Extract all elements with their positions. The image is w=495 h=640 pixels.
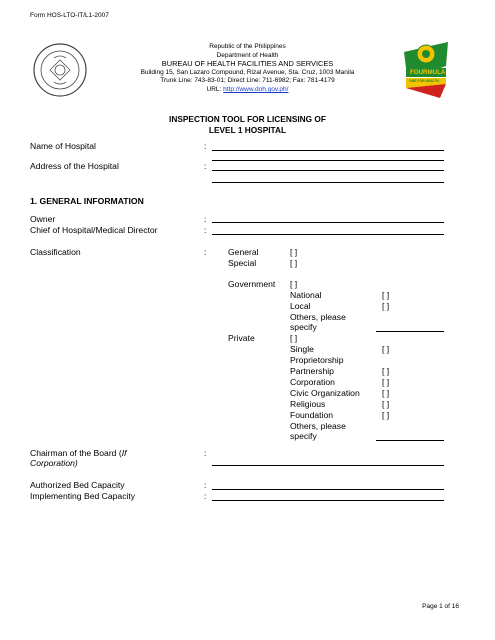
gov-specify-label: specify <box>290 322 317 332</box>
priv-specify-label: specify <box>290 431 317 441</box>
colon: : <box>204 448 207 458</box>
private-checkbox[interactable]: [ ] <box>290 333 298 343</box>
address-field-line-3[interactable] <box>212 182 444 183</box>
local-checkbox[interactable]: [ ] <box>382 301 390 311</box>
owner-field[interactable] <box>212 222 444 223</box>
title-line-1: INSPECTION TOOL FOR LICENSING OF <box>169 114 326 124</box>
fourmula-text: FOURMULA <box>410 69 446 76</box>
address-field-line-1[interactable] <box>212 160 444 161</box>
letterhead <box>100 43 395 95</box>
colon: : <box>204 214 207 224</box>
authorized-bed-field[interactable] <box>212 489 444 490</box>
form-number: Form HOS-LTO-IT/L1-2007 <box>30 12 109 19</box>
page-number: Page 1 of 16 <box>422 603 459 610</box>
colon: : <box>204 491 207 501</box>
single-label: Single <box>290 344 314 354</box>
general-label: General <box>228 247 259 257</box>
address-label: Address of the Hospital <box>30 161 119 171</box>
special-checkbox[interactable]: [ ] <box>290 258 298 268</box>
religious-checkbox[interactable]: [ ] <box>382 399 390 409</box>
chief-field[interactable] <box>212 234 444 235</box>
general-checkbox[interactable]: [ ] <box>290 247 298 257</box>
private-label: Private <box>228 333 255 343</box>
government-checkbox[interactable]: [ ] <box>290 279 298 289</box>
priv-others-label: Others, please <box>290 421 346 431</box>
proprietorship-label: Proprietorship <box>290 355 344 365</box>
priv-specify-field[interactable] <box>376 440 444 441</box>
chairman-label-if: If <box>121 448 127 458</box>
foundation-checkbox[interactable]: [ ] <box>382 410 390 420</box>
corporation-label: Corporation <box>290 377 335 387</box>
chief-label: Chief of Hospital/Medical Director <box>30 225 158 235</box>
colon: : <box>204 480 207 490</box>
colon: : <box>204 141 207 151</box>
colon: : <box>204 225 207 235</box>
republic-text: Republic of the Philippines <box>209 43 286 50</box>
chairman-label-line-2: Corporation) <box>30 458 78 468</box>
fourmula-subtext: ONE FOR HEALTH <box>409 79 439 83</box>
chairman-field[interactable] <box>212 465 444 466</box>
partnership-label: Partnership <box>290 366 334 376</box>
national-checkbox[interactable]: [ ] <box>382 290 390 300</box>
address-field-line-2[interactable] <box>212 170 444 171</box>
civic-checkbox[interactable]: [ ] <box>382 388 390 398</box>
government-label: Government <box>228 279 276 289</box>
gov-specify-field[interactable] <box>376 331 444 332</box>
name-field[interactable] <box>212 150 444 151</box>
single-checkbox[interactable]: [ ] <box>382 344 390 354</box>
implementing-bed-label: Implementing Bed Capacity <box>30 491 136 501</box>
name-label: Name of Hospital <box>30 141 96 151</box>
foundation-label: Foundation <box>290 410 334 420</box>
local-label: Local <box>290 301 311 311</box>
title-line-2: LEVEL 1 HOSPITAL <box>208 125 287 135</box>
doh-seal-logo <box>32 42 88 98</box>
special-label: Special <box>228 258 257 268</box>
colon: : <box>204 247 207 257</box>
religious-label: Religious <box>290 399 326 409</box>
implementing-bed-field[interactable] <box>212 500 444 501</box>
bureau-address: Building 15, San Lazaro Compound, Rizal Avenue, Sta. Cruz, 1003 Manila <box>140 68 355 76</box>
authorized-bed-label: Authorized Bed Capacity <box>30 480 125 490</box>
civic-label: Civic Organization <box>290 388 360 398</box>
document-title <box>100 114 395 136</box>
doh-url-link[interactable]: http://www.doh.gov.ph/ <box>223 85 289 93</box>
partnership-checkbox[interactable]: [ ] <box>382 366 390 376</box>
corporation-checkbox[interactable]: [ ] <box>382 377 390 387</box>
chairman-label-text: Chairman of the Board ( <box>30 448 122 458</box>
chairman-label <box>30 448 127 458</box>
bureau-phones: Trunk Line: 743-83-01; Direct Line: 711-6982; Fax: 781-4179 <box>160 77 335 85</box>
owner-label: Owner <box>30 214 56 224</box>
classification-label: Classification <box>30 247 81 257</box>
gov-others-label: Others, please <box>290 312 346 322</box>
department-text: Department of Health <box>216 51 279 59</box>
bureau-name: BUREAU OF HEALTH FACILITIES AND SERVICES <box>161 59 334 69</box>
fourmula-logo <box>400 38 452 102</box>
national-label: National <box>290 290 322 300</box>
url-label: URL: <box>206 85 224 93</box>
colon: : <box>204 161 207 171</box>
section-heading: 1. GENERAL INFORMATION <box>30 196 144 206</box>
